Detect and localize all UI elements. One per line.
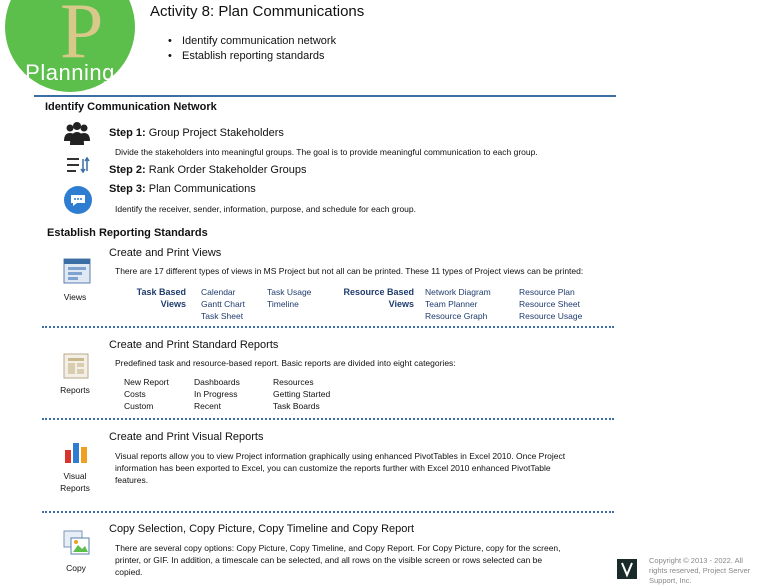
visual-label-line2: Reports — [60, 483, 90, 493]
reports-col1 — [124, 376, 169, 412]
task-based-views-heading — [126, 286, 186, 310]
view-item: Resource Graph — [425, 311, 488, 321]
view-item: Network Diagram — [425, 287, 491, 297]
desc-line: information has been exported to Excel, you can customize the reports further with Excel 2010 enhanced PivotTable — [115, 463, 551, 473]
task-views-col2 — [267, 286, 311, 310]
report-category: Costs — [124, 389, 146, 399]
step1-label: Step 1: — [109, 127, 146, 139]
step2-text: Rank Order Stakeholder Groups — [148, 164, 307, 176]
desc-line: There are several copy options: Copy Picture, Copy Timeline, and Copy Report. For Copy Picture, copy for the screen, — [115, 543, 561, 553]
dotted-divider — [42, 326, 614, 328]
report-category: In Progress — [194, 389, 238, 399]
resource-based-line2: Views — [388, 299, 414, 309]
desc-line: features. — [115, 475, 149, 485]
step3-text: Plan Communications — [148, 183, 256, 195]
bar-chart-icon — [63, 440, 89, 464]
resource-based-views-heading — [330, 286, 414, 310]
objective-list — [168, 34, 336, 64]
logo-word: Planning — [25, 60, 115, 85]
task-based-line1: Task Based — [136, 287, 186, 297]
reports-col3 — [273, 376, 330, 412]
copyright-line: rights reserved, Project Server — [649, 566, 751, 575]
reports-col2 — [194, 376, 240, 412]
resource-views-col2 — [519, 286, 582, 322]
task-views-col1 — [201, 286, 245, 322]
step1-description: Divide the stakeholders into meaningful groups. The goal is to provide meaningful communication to each group. — [115, 147, 538, 157]
section-title-communication: Identify Communication Network — [45, 101, 217, 113]
report-category: Getting Started — [273, 389, 331, 399]
view-item: Task Sheet — [201, 311, 244, 321]
copyright-notice — [649, 556, 750, 586]
copy-heading: Copy Selection, Copy Picture, Copy Timeline and Copy Report — [109, 523, 415, 535]
view-item: Resource Usage — [519, 311, 583, 321]
sort-list-icon — [66, 155, 90, 175]
report-category: Resources — [273, 377, 314, 387]
report-category: Custom — [124, 401, 154, 411]
view-item: Calendar — [201, 287, 236, 297]
people-group-icon — [62, 121, 92, 147]
desc-line: copied. — [115, 567, 143, 577]
step1-heading — [109, 127, 284, 139]
reports-description: Predefined task and resource-based report. Basic reports are divided into eight categories: — [115, 358, 456, 368]
chat-bubble-icon — [63, 185, 93, 215]
page-title: Activity 8: Plan Communications — [150, 3, 365, 20]
views-description: There are 17 different types of views in MS Project but not all can be printed. These 11 types of Project views can be printed: — [115, 266, 584, 276]
step2-label: Step 2: — [109, 164, 146, 176]
step1-text: Group Project Stakeholders — [148, 127, 284, 139]
copy-picture-icon — [63, 530, 91, 556]
dotted-divider — [42, 418, 614, 420]
view-item: Task Usage — [267, 287, 312, 297]
company-logo-icon — [617, 559, 637, 579]
reports-heading: Create and Print Standard Reports — [109, 339, 279, 351]
desc-line: printer, or GIF. In addition, a timescale can be selected, and all rows on the visible screen or rows selected can be — [115, 555, 543, 565]
objective-item: • Identify communication network — [168, 34, 336, 49]
report-category: Task Boards — [273, 401, 320, 411]
step2-heading — [109, 164, 307, 176]
visual-reports-description — [115, 450, 565, 486]
section-title-reporting: Establish Reporting Standards — [47, 227, 208, 239]
reports-label: Reports — [60, 385, 90, 395]
dotted-divider — [42, 511, 614, 513]
copy-label: Copy — [66, 563, 86, 573]
resource-based-line1: Resource Based — [343, 287, 414, 297]
step3-description: Identify the receiver, sender, information, purpose, and schedule for each group. — [115, 204, 416, 214]
view-item: Gantt Chart — [201, 299, 245, 309]
view-item: Resource Sheet — [519, 299, 580, 309]
report-category: New Report — [124, 377, 169, 387]
report-category: Recent — [194, 401, 221, 411]
views-heading: Create and Print Views — [109, 247, 222, 259]
visual-reports-heading: Create and Print Visual Reports — [109, 431, 264, 443]
views-label: Views — [63, 292, 87, 302]
copyright-line: Support, Inc. — [649, 576, 692, 585]
visual-reports-label — [45, 470, 105, 494]
logo-letter: P — [60, 0, 104, 74]
step3-label: Step 3: — [109, 183, 146, 195]
view-item: Resource Plan — [519, 287, 575, 297]
desc-line: Visual reports allow you to view Project information graphically using enhanced PivotTables in Excel 2010. Once Project — [115, 451, 566, 461]
header-divider — [34, 95, 616, 97]
report-category: Dashboards — [194, 377, 240, 387]
views-icon — [63, 258, 91, 284]
view-item: Timeline — [267, 299, 299, 309]
step3-heading — [109, 183, 256, 195]
copyright-line: Copyright © 2013 - 2022. All — [649, 556, 743, 565]
visual-label-line1: Visual — [63, 471, 87, 481]
reports-icon — [63, 353, 89, 379]
view-item: Team Planner — [425, 299, 478, 309]
copy-description — [115, 542, 561, 578]
resource-views-col1 — [425, 286, 491, 322]
objective-item: • Establish reporting standards — [168, 49, 336, 64]
task-based-line2: Views — [160, 299, 186, 309]
